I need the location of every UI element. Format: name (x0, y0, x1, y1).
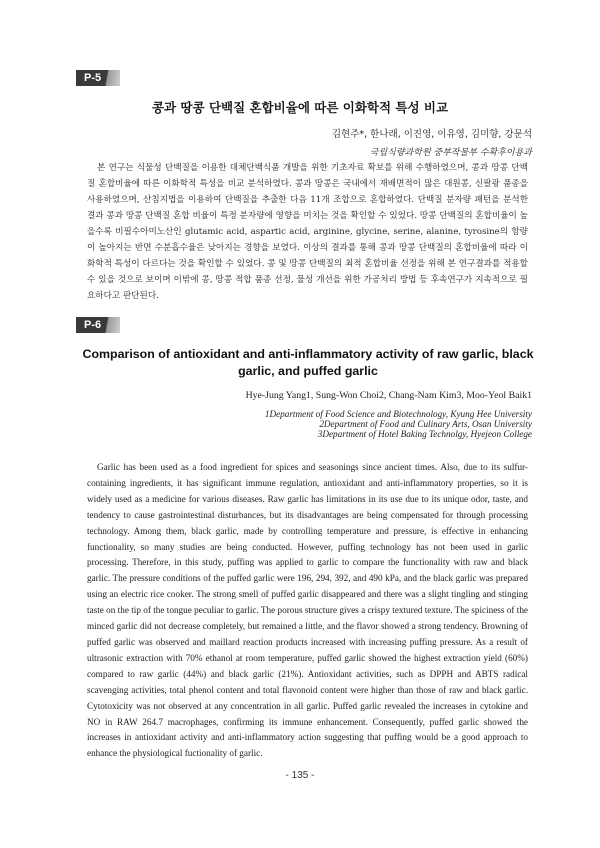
abstract-body: 본 연구는 식물성 단백질을 이용한 대체단백식품 개발을 위한 기초자료 확보를 위해 수행하였으며, 콩과 땅콩 단백질 혼합비율에 따른 이화학적 특성을 비교 분석하였다. 콩과 땅콩은 국내에서 재배면적이 많은 대원콩, 신팔광 품종을 사용하였으며, 산침지법을 이용하여 단백질을 추출한 다음 11개 조합으로 혼합하였다. 단백질 분자량 패턴을 분석한 결과 콩과 땅콩 단백질 혼합 비율이 특정 분자량에 영향을 미치는 것을 확인할 수 있었다. 땅콩 단백질의 혼합비율이 높을수록 비필수아미노산인 glutamic acid, aspartic acid, arginine, glycine, serine, alanine, tyrosine의 함량이 높아지는 반면 수분흡수율은 낮아지는 경향을 보였다. 이상의 결과를 통해 콩과 땅콩 단백질의 혼합비율에 따라 이화학적 특성이 다르다는 것을 확인할 수 있었다. 콩 및 땅콩 단백질의 최적 혼합비율 선정을 위해 본 연구결과를 적용할 수 있을 것으로 보이며 이밖에 콩, 땅콩 적합 품종 선정, 물성 개선을 위한 가공처리 방법 등 후속연구가 지속적으로 필요하다고 판단된다. (87, 163, 528, 301)
affiliation: 국립식량과학원 중부작물부 수확후이용과 (369, 148, 532, 158)
affiliation-1: 1Department of Food Science and Biotechnology, Kyung Hee University (264, 409, 532, 419)
section-tag: P-5 (76, 70, 120, 86)
author-list: 김현주*, 한나래, 이진영, 이유영, 김미향, 강문석 (331, 129, 532, 140)
affiliation-3: 3Department of Hotel Baking Technolgy, Hyejeon College (317, 429, 532, 439)
abstract-title-text: Comparison of antioxidant and anti-inflammatory activity of raw garlic, black garlic, and puffed garlic (82, 347, 534, 378)
section-tag: P-6 (76, 317, 120, 333)
affiliation-list (265, 409, 532, 439)
abstract-title: 콩과 땅콩 단백질 혼합비율에 따른 이화학적 특성 비교 (151, 100, 449, 115)
abstract-body: Garlic has been used as a food ingredient for spices and seasonings since ancient times. Also, due to its sulfur-containing ingredients, it has significant immune regulation, antioxidant and anti-inflammatory properties, so it is widely used as a medicine for various diseases. Raw garlic has limitations in its use due to its unique odor, taste, and tendency to cause gastrointestinal disturbances, but its disadvantages are being compensated for through processing technology. Among them, black garlic, made by controlling temperature and pressure, is effective in enhancing functionality, so many studies are being conducted. However, puffing technology has not been used in garlic processing. Therefore, in this study, puffing was applied to garlic to compare the functionality with raw and black garlic. The pressure conditions of the puffed garlic were 196, 294, 392, and 490 kPa, and the black garlic was prepared using an electric rice cooker. The strong smell of puffed garlic disappeared and there was a slight tingling and stinging taste on the tip of the tongue peculiar to garlic. The porous structure gives a crispy textured texture. The spiciness of the minced garlic did not decrease completely, but remained a little, and the flavor showed a strong tendency. Browning of puffed garlic was observed and maillard reaction products increased with increasing puffing pressure. As a result of ultrasonic extraction with 70% ethanol at room temperature, puffed garlic showed the highest extraction yield (60%) compared to raw garlic (44%) and black garlic (21%). Antioxidant activities, such as DPPH and ABTS radical scavenging activities, total phenol content and total flavonoid content were higher than those of raw and black garlic. Cytotoxicity was not observed at any concentration in all garlic. Puffed garlic revealed the increases in cytokine and NO in RAW 264.7 macrophages, confirming its immune enhancement. Consequently, puffed garlic showed the increases in antioxidant activity and anti-inflammatory action suggesting that puffing would be a good approach to enhance the physiological fuctionality of garlic. (87, 462, 528, 759)
page-number: - 135 - (285, 770, 315, 781)
author-list: Hye-Jung Yang1, Sung-Won Choi2, Chang-Nam Kim3, Moo-Yeol Baik1 (245, 390, 532, 401)
affiliation-2: 2Department of Food and Culinary Arts, Osan University (319, 419, 532, 429)
